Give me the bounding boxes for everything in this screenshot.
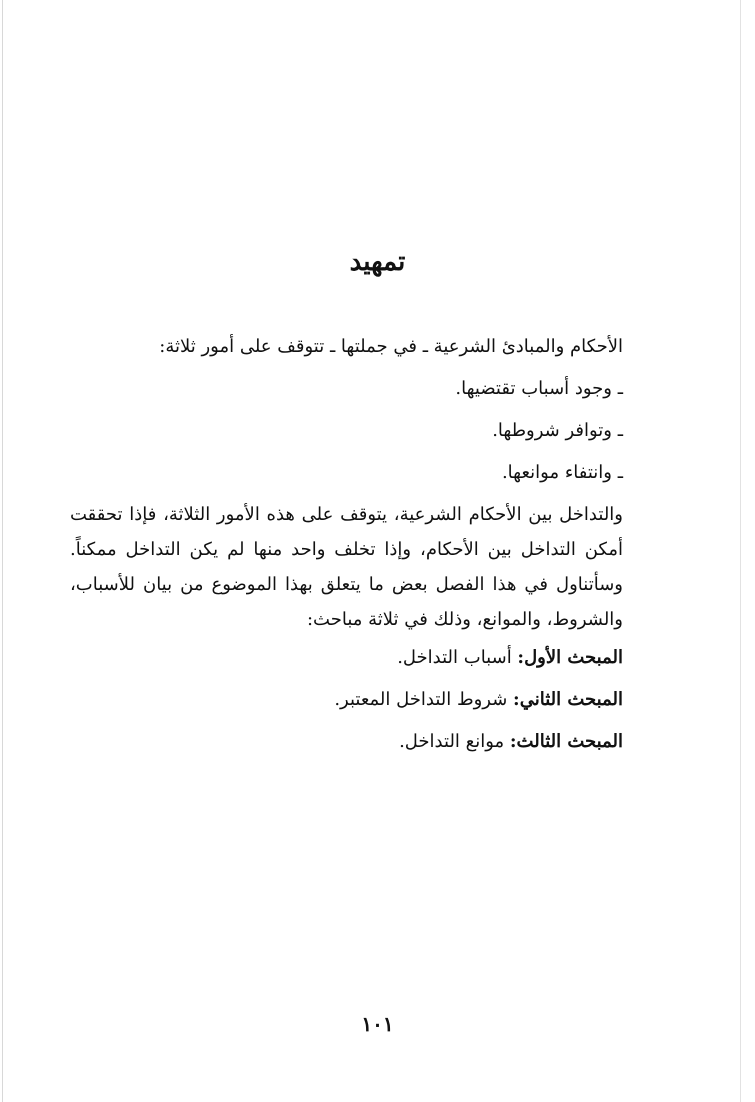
chapter-text: شروط التداخل المعتبر.	[334, 689, 514, 710]
page-number: ١٠١	[361, 1012, 394, 1036]
intro-line: الأحكام والمبادئ الشرعية ـ في جملتها ـ تتوقف على أمور ثلاثة:	[159, 336, 623, 357]
condition-item: ـ وانتفاء موانعها.	[501, 462, 623, 483]
condition-item: ـ وتوافر شروطها.	[492, 420, 623, 441]
body-paragraph: والتداخل بين الأحكام الشرعية، يتوقف على هذه الأمور الثلاثة، فإذا تحققت أمكن التداخل بين الأحكام، وإذا تخلف واحد منها لم يكن التداخل ممكناً. وسأتناول في هذا الفصل بعض ما يتعلق بهذا الموضوع من بيان للأسباب، والشروط، والموانع، وذلك في ثلاثة مباحث:	[70, 504, 623, 630]
chapter-item	[70, 637, 623, 679]
chapter-item	[70, 679, 623, 721]
page-right-edge	[740, 0, 741, 1102]
chapter-label: المبحث الثالث:	[509, 731, 623, 752]
chapter-label: المبحث الثاني:	[513, 689, 623, 710]
chapter-label: المبحث الأول:	[517, 647, 623, 668]
page-left-edge	[2, 0, 3, 1102]
chapter-item	[70, 721, 623, 763]
chapter-text: موانع التداخل.	[399, 731, 510, 752]
page-title: تمهيد	[349, 247, 406, 277]
condition-item: ـ وجود أسباب تقتضيها.	[455, 378, 623, 399]
chapter-text: أسباب التداخل.	[397, 647, 518, 668]
page-body	[70, 326, 623, 763]
